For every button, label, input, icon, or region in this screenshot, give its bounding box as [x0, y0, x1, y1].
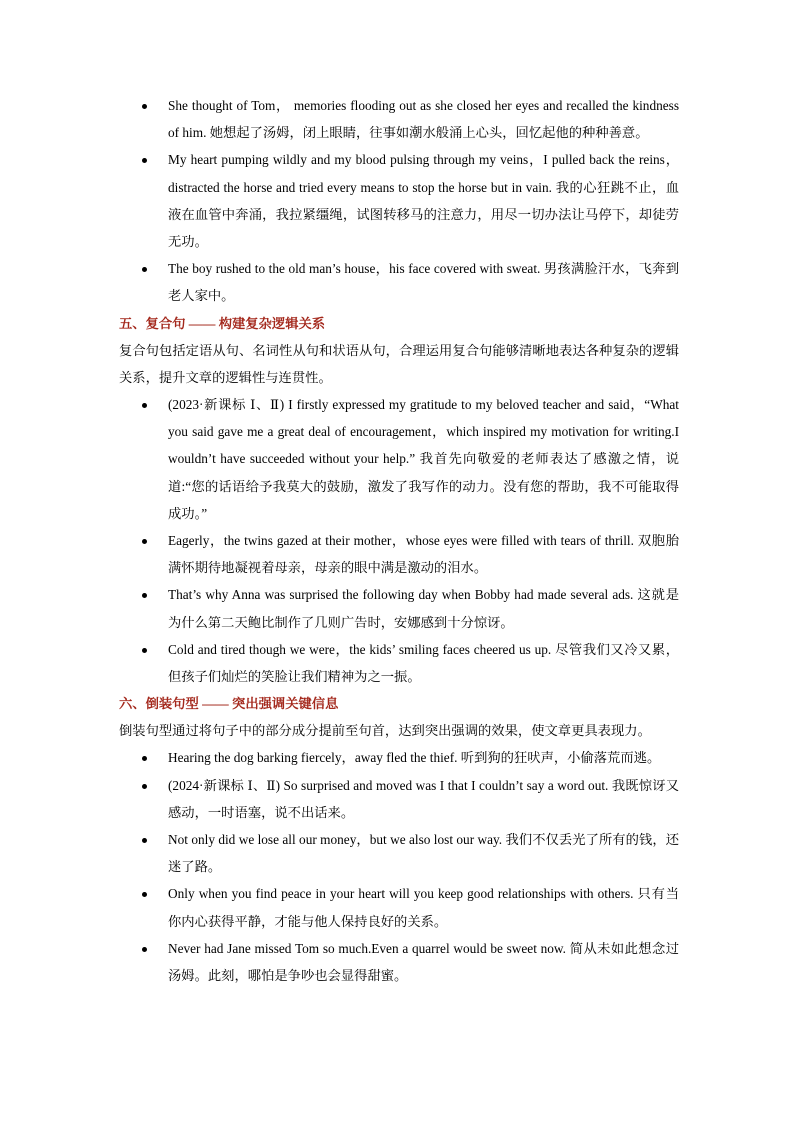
bullet-icon	[142, 892, 147, 897]
list-item	[119, 636, 679, 690]
bullet-icon	[142, 403, 147, 408]
list-item	[119, 772, 679, 826]
bullet-icon	[142, 838, 147, 843]
bullet-list-section-5	[119, 391, 679, 690]
list-item-text: Only when you find peace in your heart will you keep good relationships with others. 只有当你内心获得平静，才能与他人保持良好的关系。	[168, 886, 679, 929]
list-item	[119, 581, 679, 635]
list-item	[119, 527, 679, 581]
bullet-icon	[142, 267, 147, 272]
list-item-text: My heart pumping wildly and my blood pulsing through my veins，I pulled back the reins，distracted the horse and tried every means to stop the horse but in vain. 我的心狂跳不止，血液在血管中奔涌，我拉紧缰绳，试图转移马的注意力，用尽一切办法让马停下，却徒劳无功。	[168, 152, 679, 250]
list-item-text: (2023·新课标 Ⅰ、Ⅱ) I firstly expressed my gratitude to my beloved teacher and said，“What you said gave me a great deal of encouragement，which inspired my motivation for writing.I wouldn’t have succeeded without your help.” 我首先向敬爱的老师表达了感激之情，说道:“您的话语给予我莫大的鼓励，激发了我写作的动力。没有您的帮助，我不可能取得成功。”	[168, 397, 679, 521]
section-5-title: 五、复合句 —— 构建复杂逻辑关系	[119, 315, 326, 331]
bullet-icon	[142, 947, 147, 952]
list-item-text: Eagerly，the twins gazed at their mother，whose eyes were filled with tears of thrill. 双胞胎满怀期待地凝视着母亲，母亲的眼中满是激动的泪水。	[168, 533, 679, 576]
section-6-title: 六、倒装句型 —— 突出强调关键信息	[119, 696, 339, 712]
bullet-icon	[142, 784, 147, 789]
list-item-text: Hearing the dog barking fiercely，away fled the thief. 听到狗的狂吠声，小偷落荒而逃。	[168, 750, 661, 766]
section-6-intro: 倒装句型通过将句子中的部分成分提前至句首，达到突出强调的效果，使文章更具表现力。	[119, 723, 651, 739]
list-item-text: The boy rushed to the old man’s house，his face covered with sweat. 男孩满脸汗水，飞奔到老人家中。	[168, 261, 679, 304]
bullet-icon	[142, 756, 147, 761]
bullet-icon	[142, 539, 147, 544]
section-5-intro: 复合句包括定语从句、名词性从句和状语从句，合理运用复合句能够清晰地表达各种复杂的逻辑关系，提升文章的逻辑性与连贯性。	[119, 342, 679, 385]
list-item	[119, 935, 679, 989]
bullet-icon	[142, 104, 147, 109]
document-page	[119, 92, 679, 989]
list-item	[119, 146, 679, 255]
bullet-list-section-6	[119, 744, 679, 989]
list-item-text: (2024·新课标 Ⅰ、Ⅱ) So surprised and moved was I that I couldn’t say a word out. 我既惊讶又感动，一时语塞，说不出话来。	[168, 777, 679, 820]
bullet-icon	[142, 593, 147, 598]
list-item	[119, 880, 679, 934]
list-item	[119, 255, 679, 309]
list-item-text: That’s why Anna was surprised the following day when Bobby had made several ads. 这就是为什么第二天鲍比制作了几则广告时，安娜感到十分惊讶。	[168, 587, 679, 630]
list-item-text: Never had Jane missed Tom so much.Even a quarrel would be sweet now. 简从未如此想念过汤姆。此刻，哪怕是争吵也会显得甜蜜。	[168, 940, 679, 984]
list-item-text: Cold and tired though we were，the kids’ smiling faces cheered us up. 尽管我们又冷又累，但孩子们灿烂的笑脸让我们精神为之一振。	[168, 641, 679, 685]
bullet-icon	[142, 648, 147, 653]
list-item-text: Not only did we lose all our money，but we also lost our way. 我们不仅丢光了所有的钱，还迷了路。	[168, 832, 679, 875]
list-item	[119, 826, 679, 880]
list-item	[119, 92, 679, 146]
list-item	[119, 744, 679, 771]
bullet-icon	[142, 158, 147, 163]
list-item-text: She thought of Tom， memories flooding out as she closed her eyes and recalled the kindness of him. 她想起了汤姆，闭上眼睛，往事如潮水般涌上心头，回忆起他的种种善意。	[168, 98, 679, 141]
list-item	[119, 391, 679, 527]
bullet-list-top	[119, 92, 679, 310]
